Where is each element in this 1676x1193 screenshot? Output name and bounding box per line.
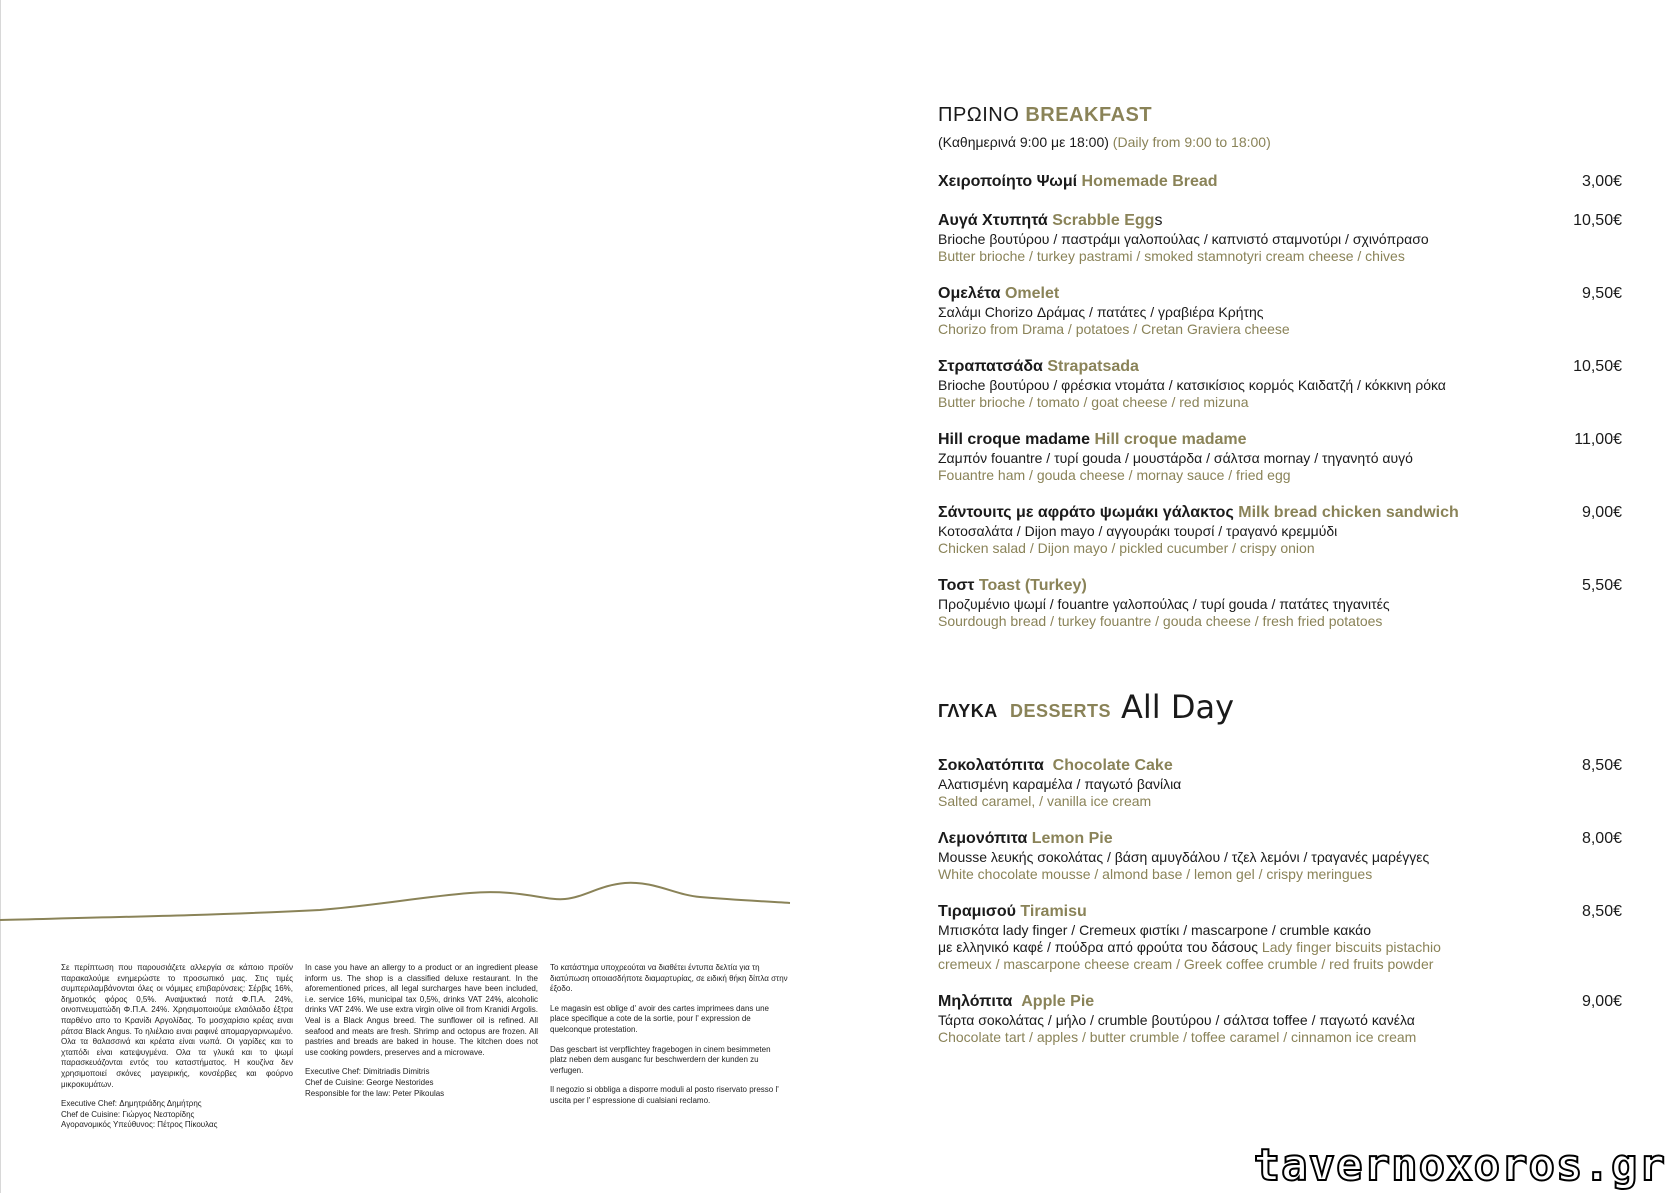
item-name-en: Apple Pie bbox=[1021, 993, 1095, 1010]
item-price: 10,50€ bbox=[1573, 212, 1622, 229]
item-desc-en: Sourdough bread / turkey fouantre / gouda cheese / fresh fried potatoes bbox=[938, 613, 1383, 629]
greek-allergy-notice: Σε περίπτωση που παρουσιάζετε αλλεργία σε κάποιο προϊόν παρακαλούμε ενημερώστε το προσωπικό μας. Στις τιμές συμπεριλαμβάνονται όλες οι νόμιμες επιβαρύνσεις: Σέρβις 16%, δημοτικός φόρος 0,5%. Αναψυκτικά ποτά Φ.Π.Α. 24%, οινοπνευματώδη Φ.Π.Α. 24%. Χρησιμοποιούμε ελαιόλαδο έξτρα παρθένο απο το Κρανίδι Αργολίδας. Το μοσχαρίσιο κρέας ειναι ράτσα Black Angus. Το ηλιέλαιο ειναι ραφινέ απομαργαρινωμένο. Ολα τα θαλασσινά και κρέατα είναι νωπά. Οι γαρίδες και το χταπόδι είναι κατεψυγμένα. Ολα τα γλυκά και το ψωμί παρασκευάζονται εντός του καταστήματος. Η κουζίνα δεν χρησιμοποιεί σκόνες μαγειρικής, κονσέρβες και φούρνο μικροκυμάτων. bbox=[61, 963, 293, 1089]
item-name-gr: Τοστ bbox=[938, 577, 975, 594]
item-name bbox=[938, 284, 1622, 304]
desserts-all-day: All Day bbox=[1121, 688, 1235, 726]
item-name bbox=[938, 756, 1622, 776]
legal-column-greek bbox=[61, 963, 293, 1131]
item-desc-gr: Αλατισμένη καραμέλα / παγωτό βανίλια bbox=[938, 776, 1182, 792]
item-desc-gr: Τάρτα σοκολάτας / μήλο / crumble βουτύρου / σάλτσα toffee / παγωτό κανέλα bbox=[938, 1012, 1415, 1028]
breakfast-title-gr: ΠΡΩΙΝΟ bbox=[938, 104, 1020, 126]
legal-column-english bbox=[305, 963, 538, 1099]
desserts-title-en: DESSERTS bbox=[1010, 701, 1112, 721]
item-desc-en: cremeux / mascarpone cheese cream / Greek coffee crumble / red fruits powder bbox=[938, 956, 1434, 972]
item-desc-en: Butter brioche / tomato / goat cheese / red mizuna bbox=[938, 394, 1249, 410]
menu-item-lemon-pie bbox=[938, 829, 1622, 883]
item-name-gr: Λεμονόπιτα bbox=[938, 830, 1028, 847]
breakfast-title bbox=[938, 104, 1622, 127]
item-name bbox=[938, 829, 1622, 849]
item-price: 8,00€ bbox=[1581, 830, 1622, 847]
item-name bbox=[938, 357, 1622, 377]
item-desc-gr: Προζυμένιο ψωμί / fouantre γαλοπούλας / τυρί gouda / πατάτες τηγανιτές bbox=[938, 596, 1390, 612]
menu-item-croque-madame bbox=[938, 430, 1622, 484]
item-name-en: Homemade Bread bbox=[1081, 173, 1218, 190]
breakfast-title-en: BREAKFAST bbox=[1025, 104, 1153, 126]
item-name-en: Milk bread chicken sandwich bbox=[1238, 504, 1459, 521]
item-desc-gr: Brioche βουτύρου / φρέσκια ντομάτα / κατσικίσιος κορμός Καιδατζή / κόκκινη ρόκα bbox=[938, 377, 1446, 393]
item-desc-en: Salted caramel, / vanilla ice cream bbox=[938, 793, 1152, 809]
menu-item-scrabble-eggs bbox=[938, 211, 1622, 265]
item-name-gr: Αυγά Χτυπητά bbox=[938, 212, 1048, 229]
item-desc-en-inline: Lady finger biscuits pistachio bbox=[1261, 939, 1441, 955]
legal-column-complaints bbox=[550, 963, 788, 1116]
italian-complaints-notice: Il negozio si obbliga a disporre moduli al posto riservato presso l' uscita per l' espressione di cualsiani reclamo. bbox=[550, 1085, 779, 1105]
english-allergy-notice: In case you have an allergy to a product or an ingredient please inform us. The shop is a classified deluxe restaurant. In the aforementioned prices, all legal surcharges have been included, i.e. service 16%, municipal tax 0,5%, drinks VAT 24%, alcoholic drinks VAT 24%. We use extra virgin olive oil from Kranidi Argolis. Veal is a Black Angus breed. The sunflower oil is refined. All seafood and meats are fresh. Shrimp and octopus are frozen. All pastries and breads are baked in house. The kitchen does not use cooking powders, preserves and a microwave. bbox=[305, 963, 538, 1057]
item-name-en: Chocolate Cake bbox=[1052, 757, 1173, 774]
menu-item-chicken-sandwich bbox=[938, 503, 1622, 557]
english-staff-list bbox=[305, 1067, 538, 1099]
item-price: 8,50€ bbox=[1581, 757, 1622, 774]
item-name-gr: Μηλόπιτα bbox=[938, 993, 1013, 1010]
item-price: 3,00€ bbox=[1581, 173, 1622, 190]
item-name-en: Strapatsada bbox=[1047, 358, 1139, 375]
item-desc-en: Chorizo from Drama / potatoes / Cretan Graviera cheese bbox=[938, 321, 1290, 337]
item-desc-gr-line2 bbox=[938, 939, 1622, 956]
item-name bbox=[938, 211, 1622, 231]
page-edge bbox=[0, 0, 1, 1193]
greek-staff-list bbox=[61, 1099, 293, 1131]
staff-line: Αγορανομικός Υπεύθυνος: Πέτρος Πίκουλας bbox=[61, 1120, 218, 1130]
desserts-title-gr: ΓΛΥΚΑ bbox=[938, 701, 998, 721]
greek-complaints-notice: Το κατάστημα υποχρεούται να διαθέτει έντυπα δελτία για τη διατύπωση οποιασδήποτε διαμαρτυρίας, σε ειδική θήκη δίπλα στην έξοδο. bbox=[550, 963, 788, 994]
item-desc-en: Fouantre ham / gouda cheese / mornay sauce / fried egg bbox=[938, 467, 1291, 483]
menu-item-tiramisu bbox=[938, 902, 1622, 973]
french-complaints-notice: Le magasin est oblige d' avoir des cartes imprimees dans une place specifique a cote de la sortie, pour l' expression de quelconque protestation. bbox=[550, 1003, 769, 1034]
item-desc-gr: Mousse λευκής σοκολάτας / βάση αμυγδάλου / τζελ λεμόνι / τραγανές μαρέγγες bbox=[938, 849, 1430, 865]
breakfast-hours-gr: (Καθημερινά 9:00 με 18:00) bbox=[938, 134, 1109, 150]
breakfast-hours-en: (Daily from 9:00 to 18:00) bbox=[1112, 134, 1271, 150]
item-name bbox=[938, 992, 1622, 1012]
item-name-gr: Hill croque madame bbox=[938, 431, 1091, 448]
item-name-en: Hill croque madame bbox=[1094, 431, 1247, 448]
item-name-en: Omelet bbox=[1004, 285, 1060, 302]
item-desc-gr: Ζαμπόν fouantre / τυρί gouda / μουστάρδα / σάλτσα mornay / τηγανητό αυγό bbox=[938, 450, 1413, 466]
item-name-gr: Σάντουιτς με αφράτο ψωμάκι γάλακτος bbox=[938, 504, 1234, 521]
dessert-items bbox=[938, 756, 1622, 1046]
menu-item-apple-pie bbox=[938, 992, 1622, 1046]
staff-line: Executive Chef: Dimitriadis Dimitris bbox=[305, 1067, 430, 1077]
item-name bbox=[938, 902, 1622, 922]
desserts-title bbox=[938, 682, 1622, 726]
item-desc-en: Chicken salad / Dijon mayo / pickled cucumber / crispy onion bbox=[938, 540, 1315, 556]
item-name-gr: Τιραμισού bbox=[938, 903, 1016, 920]
menu-item-chocolate-cake bbox=[938, 756, 1622, 810]
item-name bbox=[938, 576, 1622, 596]
item-price: 9,00€ bbox=[1581, 993, 1622, 1010]
breakfast-items bbox=[938, 172, 1622, 630]
item-name-gr: Στραπατσάδα bbox=[938, 358, 1043, 375]
staff-line: Chef de Cuisine: George Nestorides bbox=[305, 1077, 434, 1087]
item-price: 9,50€ bbox=[1581, 285, 1622, 302]
item-desc-gr: Κοτοσαλάτα / Dijon mayo / αγγουράκι τουρσί / τραγανό κρεμμύδι bbox=[938, 523, 1338, 539]
item-name-suffix: s bbox=[1154, 212, 1163, 229]
item-name-en: Tiramisu bbox=[1020, 903, 1087, 920]
item-name-gr: Σοκολατόπιτα bbox=[938, 757, 1044, 774]
item-price: 5,50€ bbox=[1581, 577, 1622, 594]
item-name-en: Toast (Turkey) bbox=[978, 577, 1087, 594]
item-price: 10,50€ bbox=[1573, 358, 1622, 375]
item-desc-gr: Brioche βουτύρου / παστράμι γαλοπούλας / καπνιστό σταμνοτύρι / σχινόπρασο bbox=[938, 231, 1429, 247]
menu-item-strapatsada bbox=[938, 357, 1622, 411]
item-price: 9,00€ bbox=[1581, 504, 1622, 521]
staff-line: Chef de Cuisine: Γιώργος Νεστορίδης bbox=[61, 1109, 195, 1119]
item-desc-gr: Μπισκότα lady finger / Cremeux φιστίκι / mascarpone / crumble κακάο bbox=[938, 922, 1372, 938]
item-name-gr: Ομελέτα bbox=[938, 285, 1001, 302]
staff-line: Responsible for the law: Peter Pikoulas bbox=[305, 1088, 445, 1098]
breakfast-hours bbox=[938, 134, 1622, 150]
decorative-wave-line bbox=[0, 855, 800, 935]
staff-line: Executive Chef: Δημητριάδης Δημήτρης bbox=[61, 1099, 202, 1109]
item-price: 11,00€ bbox=[1574, 431, 1622, 448]
item-name-gr: Χειροποίητο Ψωμί bbox=[938, 173, 1078, 190]
breakfast-section bbox=[938, 104, 1622, 649]
item-price: 8,50€ bbox=[1581, 903, 1622, 920]
item-desc-en: Butter brioche / turkey pastrami / smoked stamnotyri cream cheese / chives bbox=[938, 248, 1405, 264]
item-desc-gr2: με ελληνικό καφέ / πούδρα από φρούτα του δάσους bbox=[938, 939, 1259, 955]
item-desc-gr: Σαλάμι Chorizo Δράμας / πατάτες / γραβιέρα Κρήτης bbox=[938, 304, 1264, 320]
menu-item-toast bbox=[938, 576, 1622, 630]
site-watermark: tavernoxoros.gr bbox=[1253, 1140, 1666, 1191]
item-name-en: Lemon Pie bbox=[1031, 830, 1113, 847]
german-complaints-notice: Das gescbart ist verpflichtey fragebogen in cinem besimmeten platz neben dem ausganc fur beschwerdern der kunden zu verfugen. bbox=[550, 1044, 771, 1075]
item-desc-en: White chocolate mousse / almond base / lemon gel / crispy meringues bbox=[938, 866, 1373, 882]
item-name bbox=[938, 172, 1622, 192]
item-name bbox=[938, 430, 1622, 450]
menu-item-homemade-bread bbox=[938, 172, 1622, 192]
item-name bbox=[938, 503, 1622, 523]
menu-item-omelet bbox=[938, 284, 1622, 338]
item-name-en: Scrabble Egg bbox=[1052, 212, 1155, 229]
item-desc-en: Chocolate tart / apples / butter crumble / toffee caramel / cinnamon ice cream bbox=[938, 1029, 1417, 1045]
desserts-section bbox=[938, 682, 1622, 1065]
